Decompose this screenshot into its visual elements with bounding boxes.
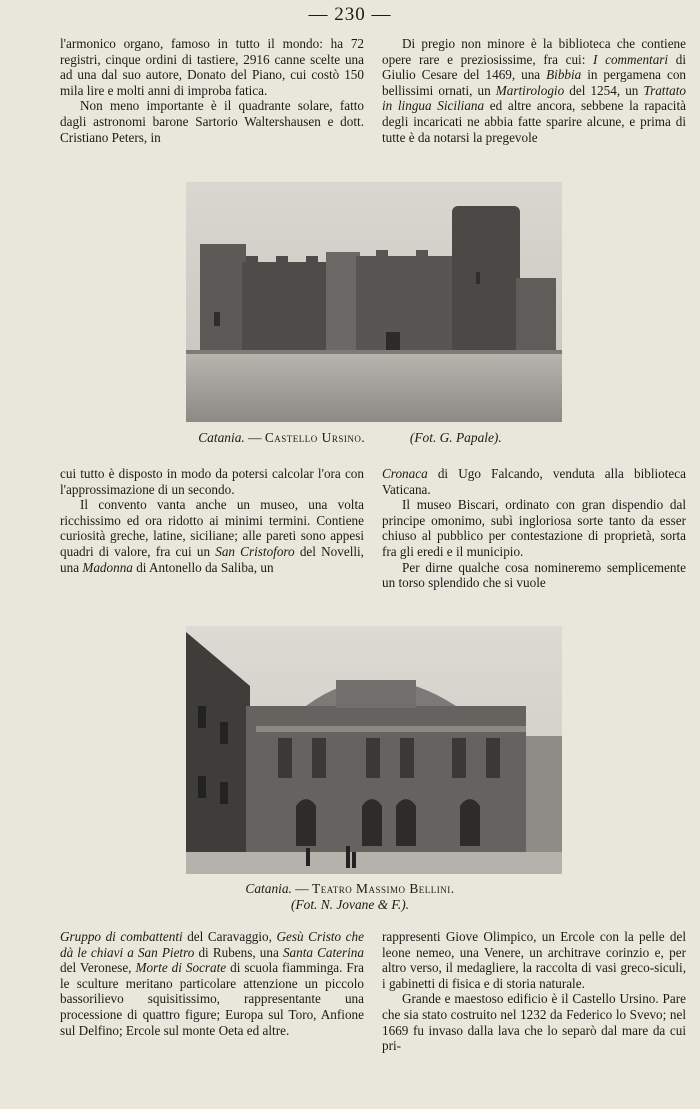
italic-text: Bibbia xyxy=(546,67,582,83)
teatro-bellini-caption xyxy=(0,881,700,913)
text-run: l'armonico organo, famoso in tutto il mondo: xyxy=(60,36,331,51)
middle-left-column xyxy=(60,466,364,591)
text-run: Per dirne qualche cosa nomineremo semplicemente un torso splendido che si vuole xyxy=(382,559,686,591)
italic-text: Madonna xyxy=(82,559,133,575)
text-run: del Caravaggio, xyxy=(182,929,277,944)
text-run: del Novelli, una xyxy=(60,543,364,575)
teatro-bellini-photo xyxy=(186,626,562,874)
text-run: di Rubens, una xyxy=(194,944,283,960)
page-number: — 230 — xyxy=(308,4,392,25)
text-run: rappresenti Giove Olimpico, un Ercole con la pelle del leone nemeo, una Venere, un architrave corinzio e, per altro verso, il medagliere, la raccolta di vasi greco-siculi, i gabinetti di fisica e di storia naturale. xyxy=(382,929,686,991)
top-text-block xyxy=(60,36,686,145)
paragraph xyxy=(382,991,686,1053)
caption-1-city: Catania. xyxy=(198,430,245,445)
caption-1-title: Castello Ursino. xyxy=(264,430,366,445)
caption-1-credit: (Fot. G. Papale). xyxy=(409,430,502,445)
caption-2-credit: (Fot. N. Jovane & F.). xyxy=(290,897,409,912)
italic-text: Gruppo di combattenti xyxy=(60,929,183,944)
text-run: del Veronese, xyxy=(60,960,136,976)
text-run: Di pregio non minore è la biblioteca che contiene opere rare e preziosissime, fra cui: xyxy=(382,36,686,67)
italic-text: Trattato in lingua Siciliana xyxy=(382,82,686,114)
bottom-left-column xyxy=(60,929,364,1054)
top-right-column xyxy=(382,36,686,145)
text-run: ha 72 registri, cinque ordini di tastiere, 2916 canne scelte una ad una dal suo autore, Donato del Piano, cui costò 150 mila lire e molti anni di improba fatica. xyxy=(60,36,365,98)
italic-text: Cronaca xyxy=(382,466,428,481)
italic-text: Santa Caterina xyxy=(282,944,364,960)
text-run: cui tutto è disposto in modo da potersi calcolar l'ora con l'approssimazione di un secondo. xyxy=(60,466,364,497)
middle-text-block xyxy=(60,466,686,591)
text-run: Non meno importante è il quadrante solare, fatto dagli astronomi barone Sartorio Waltershausen e dott. Cristiano Peters, in xyxy=(60,98,364,145)
teatro-bellini-image xyxy=(186,626,562,874)
paragraph xyxy=(60,36,364,98)
paragraph xyxy=(382,36,686,145)
italic-text: San Cristoforo xyxy=(215,543,295,559)
text-run: di scuola fiamminga. Fra le sculture meritano particolare attenzione un piccolo bassorilievo squisitissimo, rappresentante una processione di quattro figure; Europa sul Toro, Anfione sul Delfino; Ercole sul monte Oeta ed altre. xyxy=(60,960,364,1038)
castello-ursino-caption xyxy=(0,430,700,446)
text-run: di Antonello da Saliba, un xyxy=(132,559,274,575)
text-run: del 1254, un xyxy=(564,82,644,98)
paragraph xyxy=(382,466,686,497)
text-run: ed altre ancora, sebbene la rapacità degli incaricati ne abbia fatte sparire alcune, e prima di tutte è da notarsi la pregevole xyxy=(382,98,686,145)
italic-text: Gesù Cristo che dà le chiavi a San Pietro xyxy=(60,929,364,960)
text-run: Il convento vanta anche un museo, una volta ricchissimo ed ora ridotto ai minimi termini. Contiene curiosità greche, latine, siciliane; alle pareti sono appesi quadri di valore, fra cui un xyxy=(60,497,364,559)
bottom-right-column xyxy=(382,929,686,1054)
caption-2-title: Teatro Massimo Bellini. xyxy=(312,881,455,896)
italic-text: Morte di Socrate xyxy=(135,960,227,976)
paragraph xyxy=(60,929,364,1038)
text-run: di Giulio Cesare del 1469, una xyxy=(382,51,687,83)
castello-ursino-image xyxy=(186,182,562,422)
middle-right-column xyxy=(382,466,686,591)
bottom-text-block xyxy=(60,929,686,1054)
italic-text: Martirologio xyxy=(495,82,565,98)
text-run: in pergamena con bellissimi ornati, un xyxy=(382,67,687,98)
castello-ursino-photo xyxy=(186,182,562,422)
paragraph xyxy=(382,929,686,991)
paragraph xyxy=(60,98,364,145)
text-run: di Ugo Falcando, venduta alla biblioteca Vaticana. xyxy=(382,466,686,497)
caption-2-city: Catania. xyxy=(245,881,292,896)
paragraph xyxy=(382,560,686,591)
italic-text: I commentari xyxy=(593,51,669,67)
caption-2-dash: — xyxy=(295,881,309,896)
caption-1-dash: — xyxy=(248,430,262,445)
paragraph xyxy=(60,466,364,497)
top-left-column xyxy=(60,36,364,145)
text-run: Il museo Biscari, ordinato con gran dispendio dal principe omonimo, subì ingloriosa sorte tanto da esser chiuso al pubblico per contestazione di proprietà, sorta fra gli eredi e il municipio. xyxy=(382,497,686,559)
paragraph xyxy=(382,497,686,559)
paragraph xyxy=(60,497,364,575)
text-run: Grande e maestoso edificio è il Castello Ursino. Pare che sia stato costruito nel 1232 da Federico lo Svevo; nel 1669 fu invaso dalla lava che lo separò dal mare da cui pri- xyxy=(382,991,686,1054)
